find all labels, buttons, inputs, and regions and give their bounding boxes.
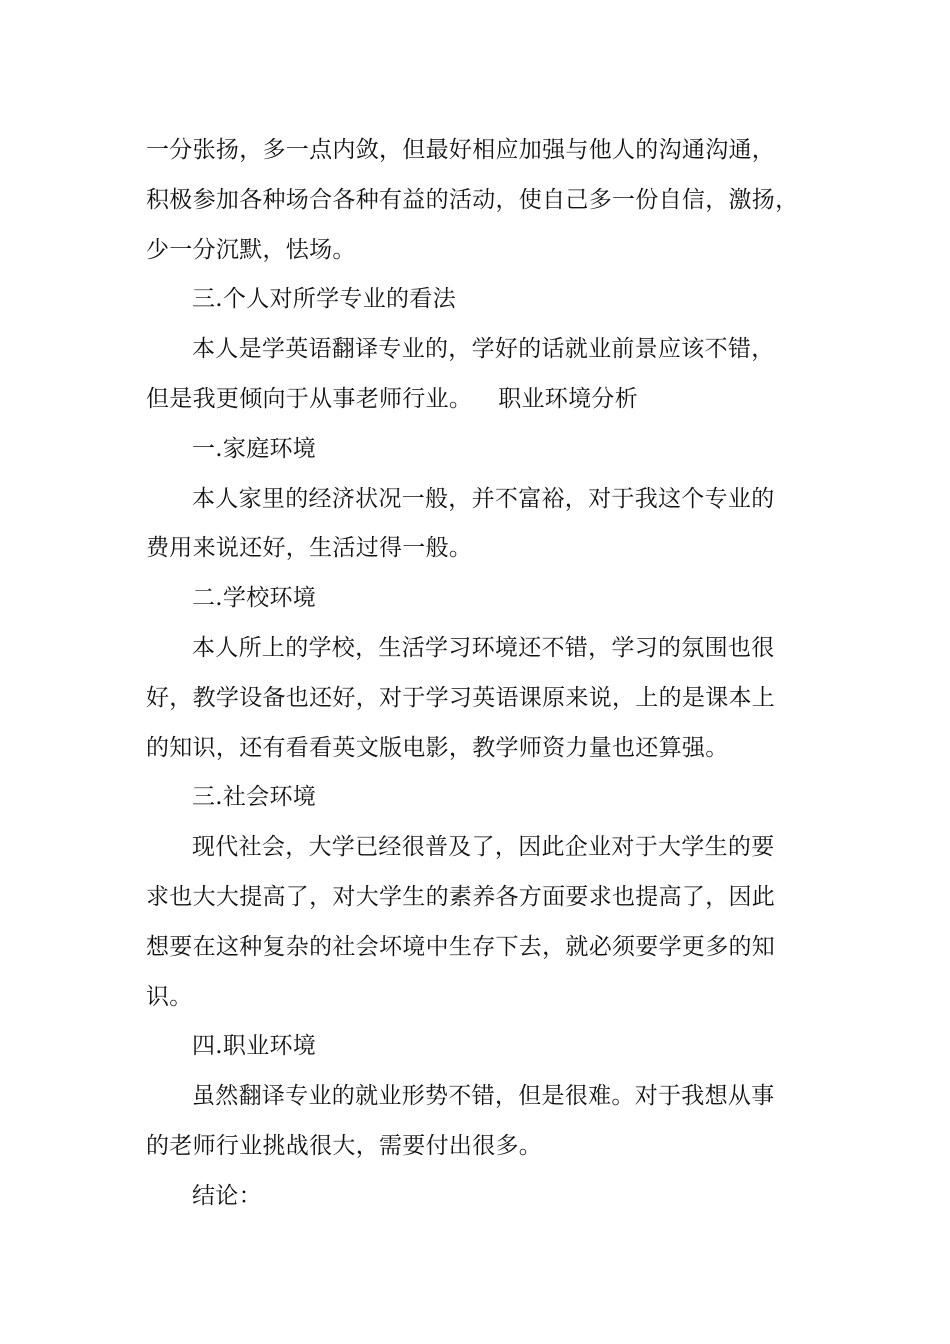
text-line (146, 624, 846, 674)
text-line (146, 226, 846, 276)
text-line (146, 475, 846, 525)
line-text: 想要在这种复杂的社会坏境中生存下去，就必须要学更多的知 (146, 933, 776, 960)
text-line (146, 724, 846, 774)
text-line (146, 425, 846, 475)
text-line (146, 275, 846, 325)
line-text: 好，教学设备也还好，对于学习英语课原来说，上的是课本上 (146, 684, 776, 711)
line-text: 的知识，还有看看英文版电影，教学师资力量也还算强。 (146, 734, 729, 761)
line-text: 本人家里的经济状况一般，并不富裕，对于我这个专业的 (192, 485, 775, 512)
text-line (146, 973, 846, 1023)
text-line (146, 873, 846, 923)
text-line (146, 325, 846, 375)
text-line (146, 176, 846, 226)
text-line (146, 923, 846, 973)
line-text: 本人是学英语翻译专业的，学好的话就业前景应该不错， (192, 336, 775, 363)
text-line (146, 375, 846, 425)
document-body (146, 126, 846, 1222)
text-line (146, 574, 846, 624)
section-heading-inline: 职业环境分析 (498, 385, 639, 412)
text-line (146, 1122, 846, 1172)
line-text: 积极参加各种场合各种有益的活动，使自己多一份自信，激扬， (146, 186, 799, 213)
line-text: 费用来说还好，生活过得一般。 (146, 535, 473, 562)
line-text: 虽然翻译专业的就业形势不错，但是很难。对于我想从事 (192, 1083, 775, 1110)
line-text: 但是我更倾向于从事老师行业。 (146, 385, 473, 412)
line-text: 少一分沉默，怯场。 (146, 236, 356, 263)
line-text: 三.个人对所学专业的看法 (192, 286, 456, 313)
line-text: 识。 (146, 983, 193, 1010)
line-text: 三.社会环境 (192, 784, 317, 811)
line-text: 的老师行业挑战很大，需要付出很多。 (146, 1132, 543, 1159)
text-line (146, 674, 846, 724)
line-text: 求也大大提高了，对大学生的素养各方面要求也提高了，因此 (146, 883, 776, 910)
text-line (146, 524, 846, 574)
text-line (146, 823, 846, 873)
line-text: 结论： (192, 1182, 262, 1209)
line-text: 一.家庭环境 (192, 435, 317, 462)
line-text: 二.学校环境 (192, 585, 317, 612)
line-text: 一分张扬，多一点内敛，但最好相应加强与他人的沟通沟通， (146, 137, 776, 163)
text-line (146, 773, 846, 823)
text-line (146, 1022, 846, 1072)
line-text: 现代社会，大学已经很普及了，因此企业对于大学生的要 (192, 834, 775, 861)
text-line (146, 1072, 846, 1122)
line-text: 四.职业环境 (192, 1033, 317, 1060)
text-line (146, 1172, 846, 1222)
text-line (146, 126, 846, 176)
line-text: 本人所上的学校，生活学习环境还不错，学习的氛围也很 (192, 634, 775, 661)
